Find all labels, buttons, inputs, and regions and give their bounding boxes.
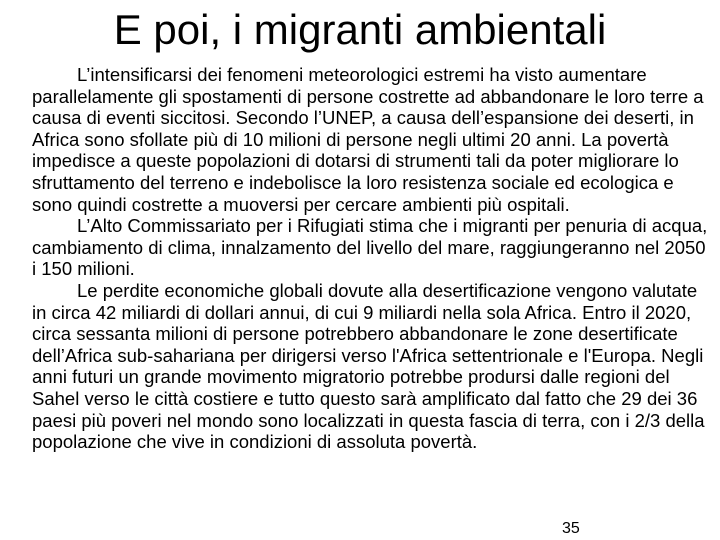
slide-body xyxy=(32,64,712,453)
paragraph-2: L’Alto Commissariato per i Rifugiati stima che i migranti per penuria di acqua, cambiamento di clima, innalzamento del livello del mare, raggiungeranno nel 2050 i 150 milioni. xyxy=(32,215,708,280)
slide-title: E poi, i migranti ambientali xyxy=(113,6,607,53)
page-number: 35 xyxy=(562,520,580,537)
paragraph-1: L’intensificarsi dei fenomeni meteorologici estremi ha visto aumentare parallelamente gli spostamenti di persone costrette ad abbandonare le loro terre a causa di eventi siccitosi. Secondo l’UNEP, a causa dell’espansione dei deserti, in Africa sono sfollate più di 10 milioni di persone negli ultimi 20 anni. La povertà impedisce a queste popolazioni di dotarsi di strumenti tali da poter migliorare lo sfruttamento del terreno e indebolisce la loro resistenza sociale ed ecologica e sono quindi costrette a muoversi per cercare ambienti più ospitali. xyxy=(32,64,704,215)
paragraph-3: Le perdite economiche globali dovute alla desertificazione vengono valutate in circa 42 miliardi di dollari annui, di cui 9 miliardi nella sola Africa. Entro il 2020, circa sessanta milioni di persone potrebbero abbandonare le zone desertificate dell’Africa sub-sahariana per dirigersi verso l'Africa settentrionale e l'Europa. Negli anni futuri un grande movimento migratorio potrebbe prodursi dalle regioni del Sahel verso le città costiere e tutto questo sarà amplificato dal fatto che 29 dei 36 paesi più poveri nel mondo sono localizzati in questa fascia di terra, con i 2/3 della popolazione che vive in condizioni di assoluta povertà. xyxy=(32,279,705,453)
